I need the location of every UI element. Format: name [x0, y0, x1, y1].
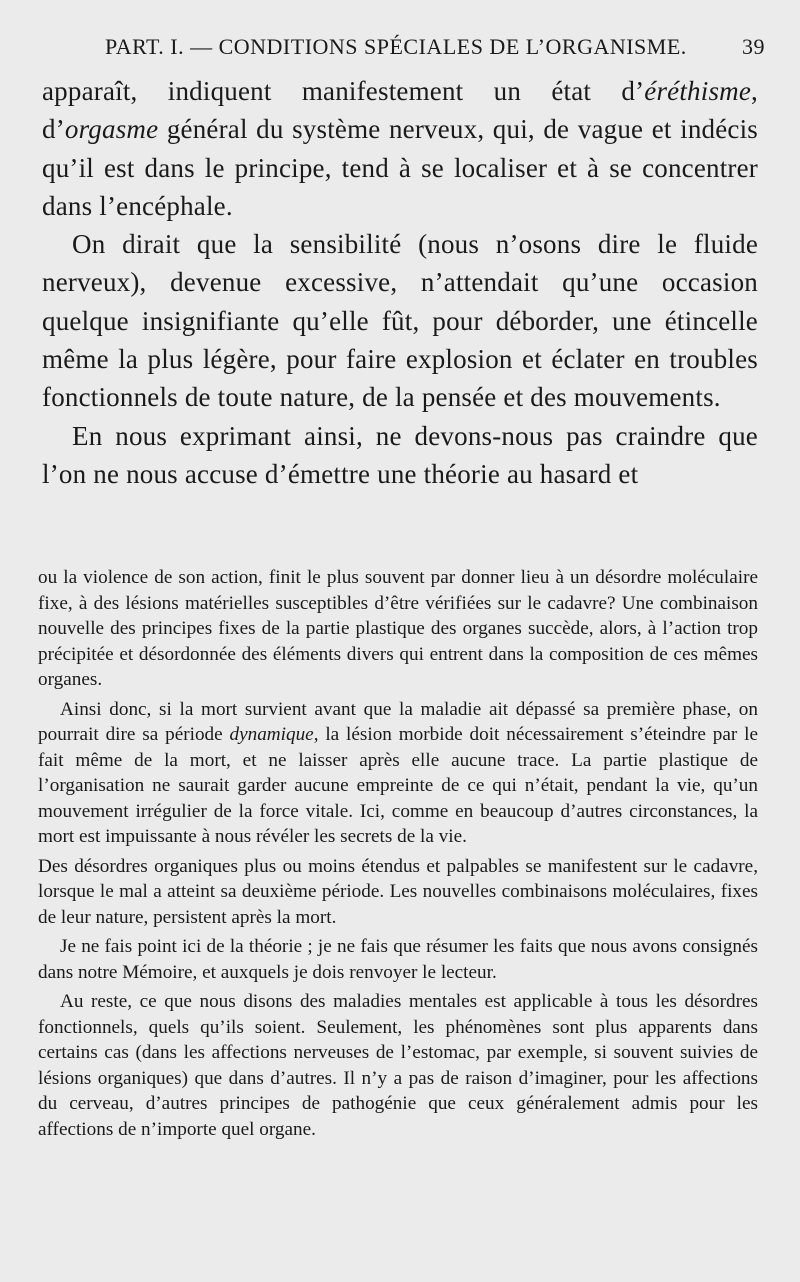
text-run: , d’ — [42, 76, 758, 145]
footnote-text — [38, 565, 758, 1142]
note-paragraph-3: Des désordres organiques plus ou moins étendus et palpables se manifestent sur le cadavre, lorsque le mal a atteint sa deuxième période. Les nouvelles combinaisons moléculaires, fixes de leur nature, persistent après la mort. — [38, 855, 758, 928]
text-run: général du système nerveux, qui, de vague et indécis qu’il est dans le principe, tend à se localiser et à se concentrer dans l’encéphale. — [42, 114, 758, 221]
note-paragraph-1: ou la violence de son action, finit le plus souvent par donner lieu à un désordre moléculaire fixe, à des lésions matérielles susceptibles d’être vérifiées sur le cadavre? Une combinaison nouvelle des principes fixes de la partie plastique des organes succède, alors, à l’action trop précipitée et désordonnée des éléments divers qui entrent dans la composition de ces mêmes organes. — [38, 567, 758, 690]
note-paragraph-2 — [38, 697, 758, 850]
italic-term: orgasme — [64, 114, 159, 145]
italic-term: dynamique — [229, 724, 314, 745]
paragraph-2: On dirait que la sensibilité (nous n’osons dire le fluide nerveux), devenue excessive, n’attendait qu’une occasion quelque insignifiante qu’elle fût, pour déborder, une étincelle même la plus légère, pour faire explosion et éclater en troubles fonctionnels de toute nature, de la pensée et des mouvements. — [42, 229, 758, 413]
running-title: PART. I. — CONDITIONS SPÉCIALES DE L’ORGANISME. — [105, 34, 687, 59]
text-run: apparaît, indiquent manifestement un état d’ — [42, 76, 645, 106]
paragraph-1 — [42, 72, 758, 225]
text-run: , la lésion morbide doit nécessairement s’éteindre par le fait même de la mort, et ne laisser après elle aucune trace. La partie plastique de l’organisation ne saurait garder aucune empreinte de ce qui n’était, pendant la vie, qu’un mouvement irrégulier de la force vitale. Ici, comme en beaucoup d’autres circonstances, la mort est impuissante à nous révéler les secrets de la vie. — [38, 724, 758, 847]
text-run: Ainsi donc, si la mort survient avant que la maladie ait dépassé sa première phase, on pourrait dire sa période — [38, 698, 758, 745]
italic-term: éréthisme — [644, 76, 752, 106]
page-number: 39 — [742, 34, 765, 59]
note-paragraph-4: Je ne fais point ici de la théorie ; je ne fais que résumer les faits que nous avons consignés dans notre Mémoire, et auxquels je dois renvoyer le lecteur. — [38, 936, 758, 983]
main-text — [42, 72, 758, 493]
paragraph-3: En nous exprimant ainsi, ne devons-nous pas craindre que l’on ne nous accuse d’émettre une théorie au hasard et — [42, 420, 758, 489]
note-paragraph-5: Au reste, ce que nous disons des maladies mentales est applicable à tous les désordres fonctionnels, quels qu’ils soient. Seulement, les phénomènes sont plus apparents dans certains cas (dans les affections nerveuses de l’estomac, par exemple, si souvent suivies de lésions organiques) que dans d’autres. Il n’y a pas de raison d’imaginer, pour les affections du cerveau, d’autres principes de pathogénie que ceux généralement admis pour les affections de n’importe quel organe. — [38, 991, 758, 1140]
running-header — [105, 28, 765, 68]
